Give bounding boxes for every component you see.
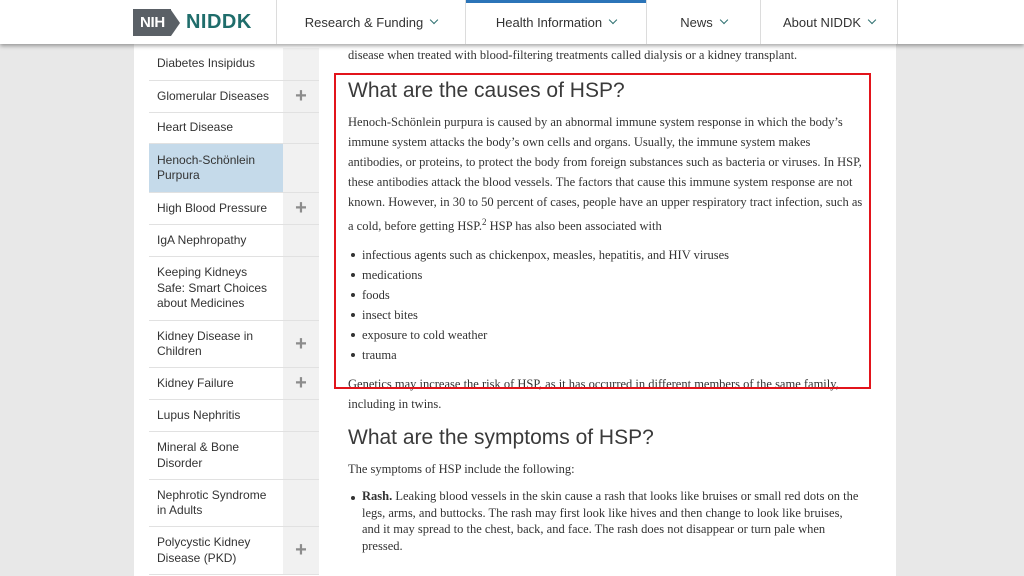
- sidebar-item-label: Mineral & Bone Disorder: [157, 440, 240, 470]
- sidebar-expand-spacer: [283, 48, 319, 80]
- nav-news[interactable]: [646, 0, 760, 44]
- plus-icon[interactable]: +: [283, 527, 319, 574]
- sidebar-item-diabetes-insipidus[interactable]: [149, 48, 319, 81]
- plus-icon[interactable]: +: [283, 193, 319, 224]
- plus-icon[interactable]: +: [283, 81, 319, 112]
- sidebar-item-label: Henoch-Schönlein Purpura: [149, 144, 283, 192]
- causes-paragraph-text-end: HSP has also been associated with: [486, 219, 662, 234]
- sidebar-expand-spacer: [283, 432, 319, 479]
- sidebar-item-label: Kidney Disease in Children: [157, 328, 254, 358]
- sidebar-item-label: Kidney Failure: [157, 375, 234, 390]
- symptom-term: Rash.: [362, 489, 393, 504]
- chevron-down-icon: [720, 16, 728, 24]
- causes-paragraph-text: Henoch-Schönlein purpura is caused by an abnormal immune system response in which the body’s immune system attacks the body’s own cells and organs. Usually, the immune system makes antibodies, or proteins, to protect the body from foreign substances such as bacteria or viruses. In HSP, these antibodies attack the blood vessels. The factors that cause this immune system response are not known. However, in 30 to 50 percent of cases, people have an upper respiratory tract infection, such as a cold, before getting HSP.: [348, 115, 863, 234]
- nih-logo-box: NIH: [133, 9, 171, 36]
- nav-research-funding[interactable]: [276, 0, 465, 44]
- nav-label: About NIDDK: [782, 14, 862, 30]
- plus-icon[interactable]: +: [283, 368, 319, 399]
- sidebar-item-label: IgA Nephropathy: [157, 232, 247, 247]
- sidebar-item-glomerular-diseases[interactable]: [149, 81, 319, 113]
- sidebar-item-label: Diabetes Insipidus: [157, 56, 256, 71]
- plus-icon[interactable]: +: [283, 321, 319, 367]
- symptom-text: Leaking blood vessels in the skin cause a rash that looks like bruises or small red dots on the legs, arms, and buttocks. The rash may first look like hives and then change to look like bruises, and it may spread to the chest, back, and face. The rash does not disappear or turn pale when pressed.: [362, 489, 859, 553]
- niddk-logo[interactable]: [133, 9, 252, 36]
- list-item: infectious agents such as chickenpox, measles, hepatitis, and HIV viruses: [348, 245, 868, 265]
- list-item: trauma: [348, 345, 868, 365]
- sidebar-item-kidney-failure[interactable]: [149, 368, 319, 400]
- sidebar-expand-spacer: [283, 225, 319, 256]
- nav-label: Research & Funding: [304, 14, 424, 30]
- sidebar-item-label: Lupus Nephritis: [157, 407, 241, 422]
- nih-logo-arrow: [171, 10, 180, 36]
- sidebar-item-heart-disease[interactable]: [149, 113, 319, 144]
- sidebar-nav: [149, 48, 319, 575]
- sidebar-item-nephrotic-syndrome-adults[interactable]: [149, 480, 319, 527]
- chevron-down-icon: [609, 16, 617, 24]
- list-item: medications: [348, 265, 868, 285]
- sidebar-item-henoch-schonlein-purpura[interactable]: [149, 144, 319, 193]
- list-item: foods: [348, 285, 868, 305]
- main-nav: [276, 0, 898, 44]
- nav-label: Health Information: [495, 14, 603, 30]
- sidebar-item-label: High Blood Pressure: [157, 200, 268, 215]
- sidebar-item-iga-nephropathy[interactable]: [149, 225, 319, 257]
- list-item: exposure to cold weather: [348, 325, 868, 345]
- sidebar-item-mineral-bone-disorder[interactable]: [149, 432, 319, 480]
- symptoms-list: [348, 488, 863, 554]
- genetics-paragraph: Genetics may increase the risk of HSP, as it has occurred in different members of the same family, including in twins.: [348, 377, 839, 412]
- sidebar-item-polycystic-kidney-disease[interactable]: [149, 527, 319, 575]
- site-header: [0, 0, 1024, 44]
- citation-link[interactable]: 2: [482, 217, 487, 227]
- sidebar-item-label: Heart Disease: [157, 120, 234, 135]
- sidebar-expand-spacer: [283, 480, 319, 526]
- sidebar-item-label: Keeping Kidneys Safe: Smart Choices about Medicines: [157, 265, 268, 311]
- sidebar-expand-spacer: [283, 144, 319, 192]
- sidebar-item-label: Nephrotic Syndrome in Adults: [157, 487, 267, 517]
- nav-about-niddk[interactable]: [760, 0, 898, 44]
- sidebar-expand-spacer: [283, 257, 319, 320]
- sidebar-item-keeping-kidneys-safe[interactable]: [149, 257, 319, 321]
- symptoms-heading: What are the symptoms of HSP?: [348, 426, 654, 450]
- chevron-down-icon: [868, 16, 876, 24]
- nav-health-information[interactable]: [465, 0, 646, 44]
- chevron-down-icon: [430, 16, 438, 24]
- sidebar-item-kidney-disease-in-children[interactable]: [149, 321, 319, 368]
- nav-label: News: [680, 14, 713, 30]
- sidebar-item-label: Glomerular Diseases: [157, 88, 270, 103]
- list-item: insect bites: [348, 305, 868, 325]
- highlight-box: [334, 73, 871, 389]
- niddk-logo-text: NIDDK: [185, 11, 252, 33]
- symptoms-intro: The symptoms of HSP include the following:: [348, 462, 575, 477]
- sidebar-item-label: Polycystic Kidney Disease (PKD): [157, 535, 251, 565]
- sidebar-expand-spacer: [283, 113, 319, 143]
- intro-paragraph-tail: disease when treated with blood-filtering treatments called dialysis or a kidney transplant.: [348, 48, 798, 62]
- causes-heading: What are the causes of HSP?: [348, 79, 625, 102]
- list-item: [348, 488, 863, 554]
- sidebar-item-lupus-nephritis[interactable]: [149, 400, 319, 432]
- sidebar-item-high-blood-pressure[interactable]: [149, 193, 319, 225]
- sidebar-expand-spacer: [283, 400, 319, 431]
